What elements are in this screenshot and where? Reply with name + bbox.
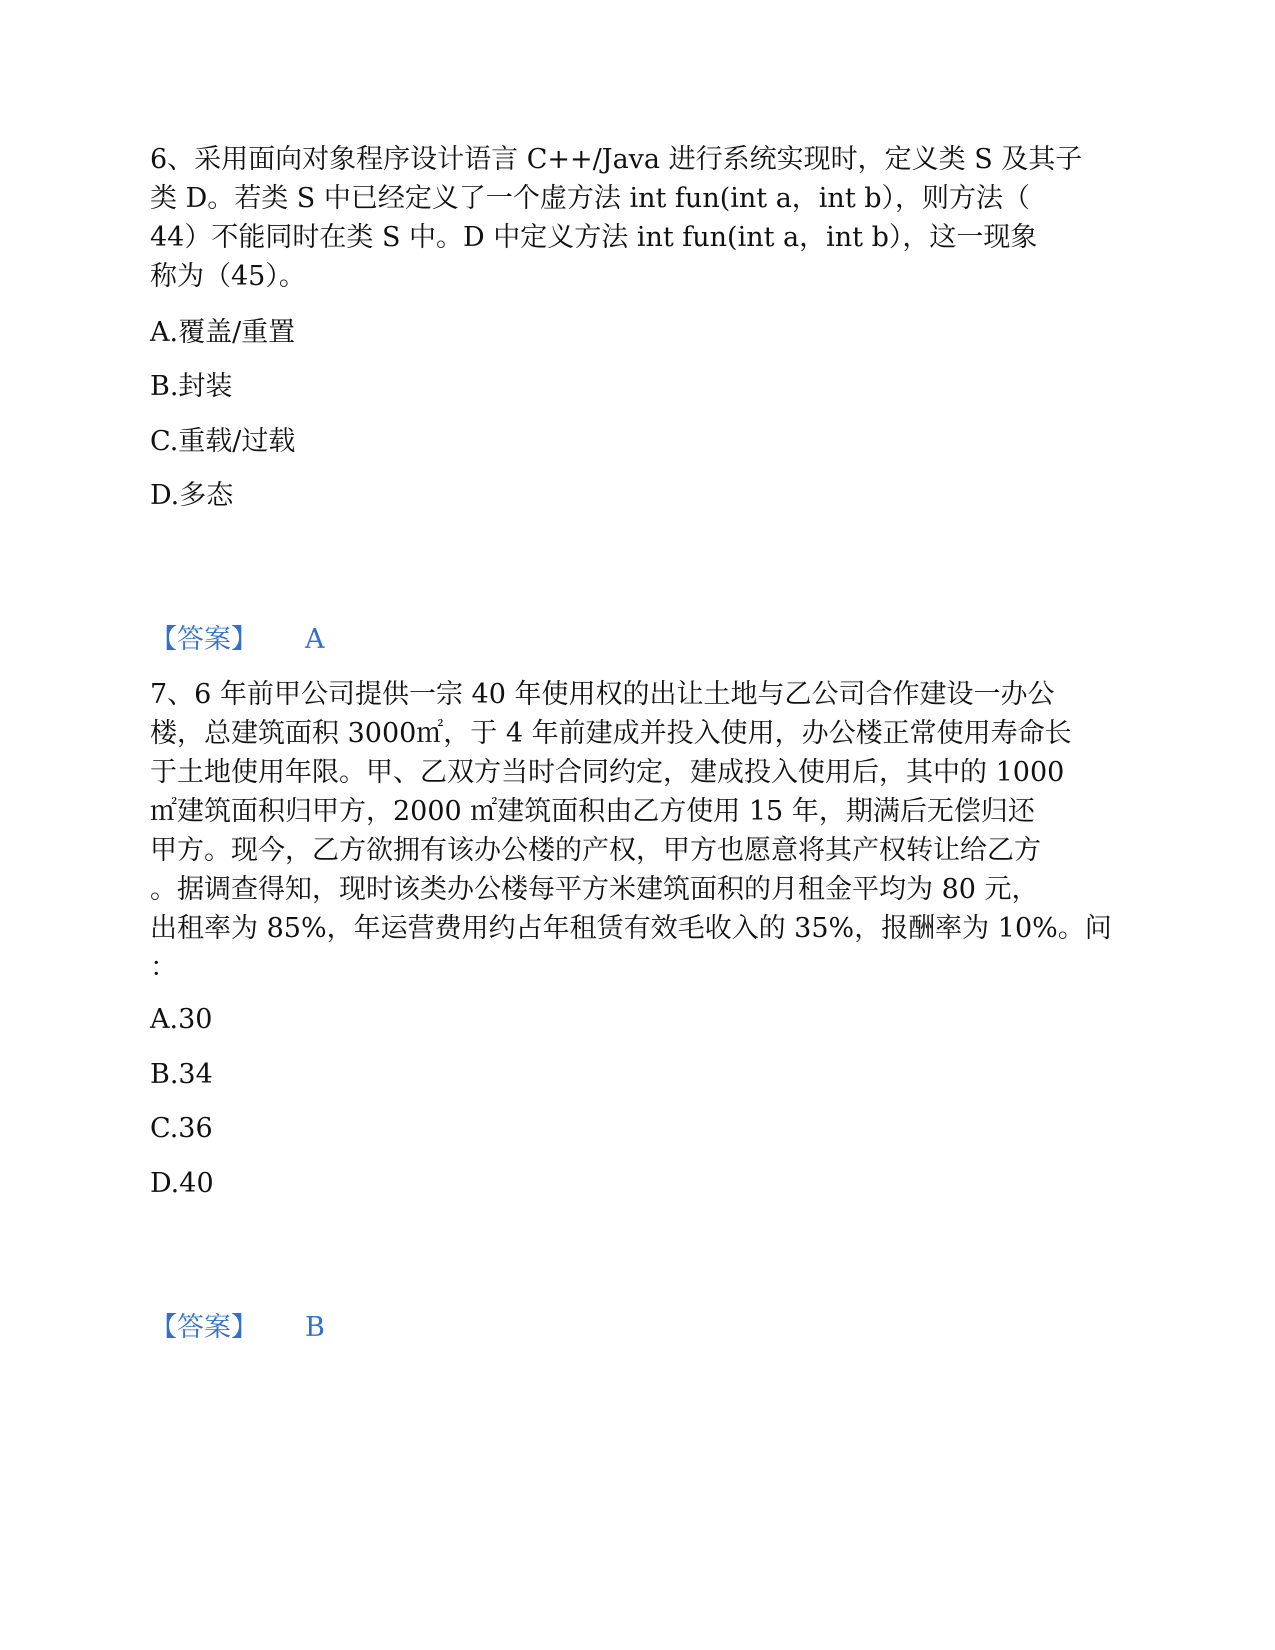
question-7-line-2: 楼，总建筑面积 3000㎡，于 4 年前建成并投入使用，办公楼正常使用寿命长 — [150, 718, 1072, 749]
question-7-line-7: 出租率为 85%，年运营费用约占年租赁有效毛收入的 35%，报酬率为 10%。问 — [150, 913, 1112, 944]
question-6-option-d: D.多态 — [150, 480, 234, 511]
question-6-line-3: 44）不能同时在类 S 中。D 中定义方法 int fun(int a，int b），这一现象 — [150, 222, 1038, 253]
question-7-line-3: 于土地使用年限。甲、乙双方当时合同约定，建成投入使用后，其中的 1000 — [150, 757, 1065, 788]
question-6-line-1: 6、采用面向对象程序设计语言 C++/Java 进行系统实现时，定义类 S 及其子 — [150, 144, 1083, 175]
question-6-answer-label: 【答案】 — [150, 624, 258, 655]
question-7-option-c: C.36 — [150, 1113, 213, 1144]
question-7-line-6: 。据调查得知，现时该类办公楼每平方米建筑面积的月租金平均为 80 元， — [150, 874, 1039, 905]
question-6-line-4: 称为（45）。 — [150, 261, 306, 292]
question-7-answer-label: 【答案】 — [150, 1312, 258, 1343]
question-7-line-1: 7、6 年前甲公司提供一宗 40 年使用权的出让土地与乙公司合作建设一办公 — [150, 679, 1055, 710]
question-6-line-2: 类 D。若类 S 中已经定义了一个虚方法 int fun(int a，int b），则方法（ — [150, 183, 1031, 214]
question-7-answer-value: B — [305, 1312, 325, 1343]
question-7-option-a: A.30 — [150, 1004, 213, 1035]
question-6-option-a: A.覆盖/重置 — [150, 317, 296, 348]
question-6-option-c: C.重载/过载 — [150, 426, 296, 457]
question-6-answer-value: A — [305, 624, 325, 655]
question-7-option-b: B.34 — [150, 1059, 213, 1090]
question-7-line-4: ㎡建筑面积归甲方，2000 ㎡建筑面积由乙方使用 15 年，期满后无偿归还 — [150, 796, 1035, 827]
question-7-line-8: ： — [150, 952, 177, 983]
question-7-option-d: D.40 — [150, 1168, 214, 1199]
question-6-option-b: B.封装 — [150, 371, 233, 402]
question-7-line-5: 甲方。现今，乙方欲拥有该办公楼的产权，甲方也愿意将其产权转让给乙方 — [150, 835, 1041, 866]
